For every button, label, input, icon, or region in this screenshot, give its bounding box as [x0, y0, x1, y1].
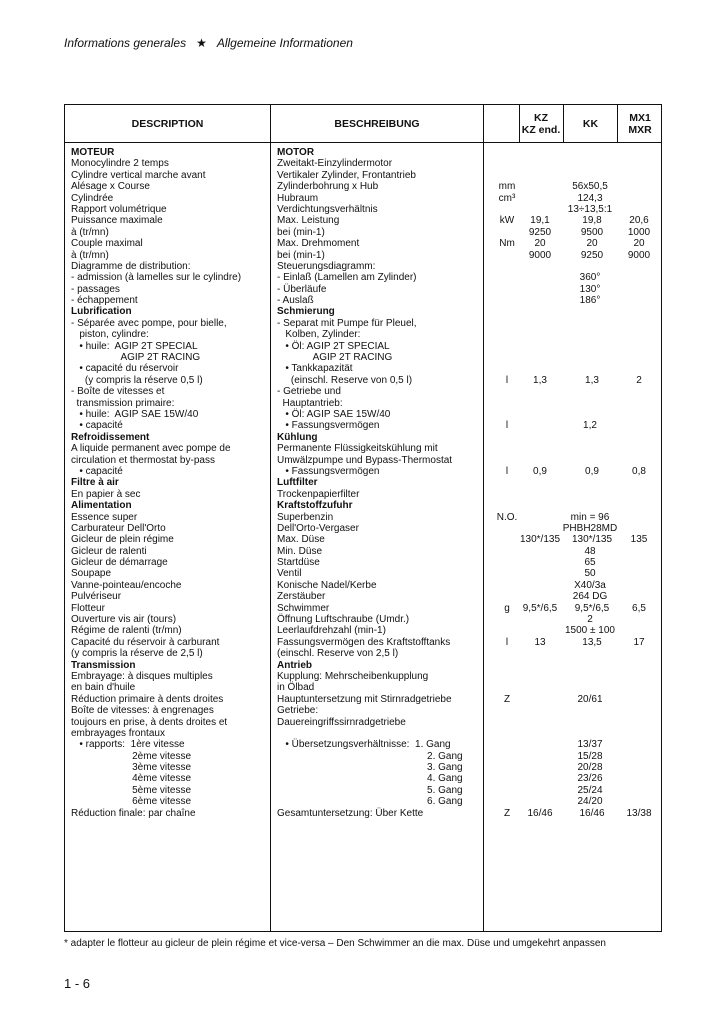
- table-row: [65, 751, 661, 762]
- table-row: [65, 409, 661, 420]
- cell-value-all: 130°: [579, 283, 601, 295]
- cell-german: Öffnung Luftschraube (Umdr.): [277, 614, 410, 626]
- cell-french: Alésage x Course: [71, 181, 150, 193]
- table-row: [65, 375, 661, 386]
- cell-french: Réduction primaire à dents droites: [71, 693, 224, 705]
- cell-french: Pulvériseur: [71, 591, 122, 603]
- table-row: [65, 705, 661, 716]
- cell-german: Umwälzpumpe und Bypass-Thermostat: [277, 454, 453, 466]
- table-row: [65, 614, 661, 625]
- table-row: [65, 546, 661, 557]
- cell-french: Puissance maximale: [71, 215, 163, 227]
- cell-german: Kolben, Zylinder:: [277, 329, 361, 341]
- cell-french: - Boîte de vitesses et: [71, 386, 165, 398]
- cell-kz: 20: [534, 238, 546, 250]
- cell-value-all: 20/28: [577, 762, 603, 774]
- header-beschreibung: BESCHREIBUNG: [334, 117, 420, 130]
- table-row: [65, 648, 661, 659]
- cell-value-all: 50: [584, 568, 596, 580]
- cell-mx: 20,6: [629, 215, 649, 227]
- table-row: [65, 489, 661, 500]
- cell-unit: mm: [498, 181, 516, 193]
- table-header: [65, 105, 661, 143]
- table-row: [65, 193, 661, 204]
- cell-french: Monocylindre 2 temps: [71, 158, 169, 170]
- cell-french: - admission (à lamelles sur le cylindre): [71, 272, 242, 284]
- cell-german: Steuerungsdiagramm:: [277, 260, 376, 272]
- cell-german: • Tankkapazität: [277, 363, 353, 375]
- cell-french: Essence super: [71, 511, 138, 523]
- cell-french: Diagramme de distribution:: [71, 260, 191, 272]
- cell-german: Max. Düse: [277, 534, 325, 546]
- cell-french: • capacité: [71, 420, 123, 432]
- cell-french: Régime de ralenti (tr/mn): [71, 625, 182, 637]
- cell-mx: 135: [630, 534, 648, 546]
- table-row: [65, 250, 661, 261]
- cell-german: • Öl: AGIP SAE 15W/40: [277, 408, 391, 420]
- cell-german: Dauereingriffssirnradgetriebe: [277, 716, 406, 728]
- cell-french: 3ème vitesse: [71, 762, 192, 774]
- cell-kz: 9,5*/6,5: [522, 602, 558, 614]
- cell-french: • capacité: [71, 465, 123, 477]
- cell-german: MOTOR: [277, 147, 315, 158]
- cell-german: • Fassungsvermögen: [277, 420, 380, 432]
- table-row: [65, 170, 661, 181]
- cell-kk: 20: [586, 238, 598, 250]
- table-row: [65, 534, 661, 545]
- cell-french: Lubrification: [71, 306, 132, 318]
- cell-french: Rapport volumétrique: [71, 203, 167, 215]
- cell-french: Cylindre vertical marche avant: [71, 169, 206, 181]
- cell-german: Kraftstoffzufuhr: [277, 500, 353, 512]
- table-row: [65, 568, 661, 579]
- cell-value-all: X40/3a: [574, 579, 606, 591]
- cell-kz: 13: [534, 636, 546, 648]
- table-row: [65, 739, 661, 750]
- table-row: [65, 773, 661, 784]
- cell-kk: 9,5*/6,5: [574, 602, 610, 614]
- cell-german: - Separat mit Pumpe für Pleuel,: [277, 317, 417, 329]
- cell-french: Embrayage: à disques multiples: [71, 670, 213, 682]
- cell-german: 4. Gang: [277, 773, 463, 785]
- footnote: * adapter le flotteur au gicleur de plein régime et vice-versa – Den Schwimmer an die max. Düse und umgekehrt anpassen: [64, 938, 606, 949]
- table-row: [65, 398, 661, 409]
- cell-german: Max. Leistung: [277, 215, 340, 227]
- table-row: [65, 158, 661, 169]
- cell-french: AGIP 2T RACING: [71, 352, 201, 364]
- cell-french: à (tr/mn): [71, 249, 109, 261]
- cell-value-all: 65: [584, 557, 596, 569]
- cell-value-all: 13÷13,5:1: [567, 203, 613, 215]
- table-row: [65, 420, 661, 431]
- cell-german: - Getriebe und: [277, 386, 341, 398]
- cell-french: Gicleur de démarrage: [71, 557, 168, 569]
- cell-german: Vertikaler Zylinder, Frontantrieb: [277, 169, 416, 181]
- table-row: [65, 637, 661, 648]
- header-description: DESCRIPTION: [131, 117, 204, 130]
- cell-value-all: 23/26: [577, 773, 603, 785]
- cell-kk: 9500: [580, 226, 604, 238]
- cell-french: • huile: AGIP SAE 15W/40: [71, 408, 199, 420]
- cell-unit: l: [505, 420, 509, 432]
- table-row: [65, 660, 661, 671]
- table-row: [65, 352, 661, 363]
- cell-french: • rapports: 1ère vitesse: [71, 739, 185, 751]
- cell-german: Hauptuntersetzung mit Stirnradgetriebe: [277, 693, 452, 705]
- cell-value-all: 20/61: [577, 693, 603, 705]
- cell-german: bei (min-1): [277, 249, 325, 261]
- cell-french: 5ème vitesse: [71, 784, 192, 796]
- cell-value-all: 13/37: [577, 739, 603, 751]
- cell-mx: 13/38: [626, 807, 652, 819]
- table-row: [65, 694, 661, 705]
- table-row: [65, 204, 661, 215]
- cell-german: Gesamtuntersetzung: Über Kette: [277, 807, 424, 819]
- table-row: [65, 329, 661, 340]
- cell-german: Trockenpapierfilter: [277, 488, 360, 500]
- cell-german: Hauptantrieb:: [277, 397, 343, 409]
- cell-french: Boîte de vitesses: à engrenages: [71, 705, 214, 717]
- cell-german: - Überläufe: [277, 283, 327, 295]
- table-row: [65, 466, 661, 477]
- cell-german: Min. Düse: [277, 545, 323, 557]
- cell-german: Getriebe:: [277, 705, 319, 717]
- cell-french: (y compris la réserve 0,5 l): [71, 374, 203, 386]
- cell-unit: Nm: [499, 238, 515, 250]
- table-row: [65, 272, 661, 283]
- cell-french: 2ème vitesse: [71, 750, 192, 762]
- cell-german: 3. Gang: [277, 762, 463, 774]
- cell-value-all: 48: [584, 545, 596, 557]
- cell-french: Ouverture vis air (tours): [71, 614, 177, 626]
- table-row: [65, 671, 661, 682]
- cell-value-all: PHBH28MD: [562, 522, 618, 534]
- cell-unit: Z: [503, 693, 511, 705]
- cell-mx: 1000: [627, 226, 651, 238]
- cell-german: in Ölbad: [277, 682, 315, 694]
- cell-kk: 16/46: [579, 807, 605, 819]
- table-row: [65, 238, 661, 249]
- cell-german: Startdüse: [277, 557, 320, 569]
- table-row: [65, 500, 661, 511]
- table-row: [65, 523, 661, 534]
- cell-german: • Übersetzungsverhältnisse: 1. Gang: [277, 739, 451, 751]
- cell-french: Gicleur de ralenti: [71, 545, 147, 557]
- cell-french: - passages: [71, 283, 120, 295]
- cell-mx: 20: [633, 238, 645, 250]
- cell-german: Hubraum: [277, 192, 319, 204]
- page-number: 1 - 6: [64, 976, 91, 991]
- cell-kz: 130*/135: [519, 534, 561, 546]
- table-row: [65, 603, 661, 614]
- cell-german: Zylinderbohrung x Hub: [277, 181, 379, 193]
- spec-table: [64, 104, 662, 932]
- table-row: [65, 580, 661, 591]
- table-row: [65, 557, 661, 568]
- cell-german: Schwimmer: [277, 602, 330, 614]
- column-divider: [519, 105, 520, 142]
- header-mx1-label: MX1: [629, 111, 651, 124]
- cell-french: Couple maximal: [71, 238, 143, 250]
- cell-french: Cylindrée: [71, 192, 114, 204]
- cell-value-all: 2: [587, 614, 593, 626]
- cell-german: Ventil: [277, 568, 302, 580]
- table-row: [65, 363, 661, 374]
- cell-unit: kW: [499, 215, 515, 227]
- cell-french: Capacité du réservoir à carburant: [71, 636, 220, 648]
- table-row: [65, 227, 661, 238]
- cell-german: (einschl. Reserve von 2,5 l): [277, 648, 399, 660]
- cell-german: Kupplung: Mehrscheibenkupplung: [277, 670, 429, 682]
- cell-kk: 13,5: [582, 636, 602, 648]
- column-divider: [617, 105, 618, 142]
- cell-french: Soupape: [71, 568, 112, 580]
- cell-mx: 2: [636, 374, 642, 386]
- table-row: [65, 591, 661, 602]
- cell-french: Refroidissement: [71, 431, 150, 443]
- cell-german: (einschl. Reserve von 0,5 l): [277, 374, 413, 386]
- header-star: ★: [196, 36, 207, 50]
- table-row: [65, 261, 661, 272]
- cell-kk: 0,9: [585, 465, 599, 477]
- header-kk: KK: [582, 117, 599, 130]
- cell-french: en bain d'huile: [71, 682, 136, 694]
- table-row: [65, 295, 661, 306]
- table-row: [65, 682, 661, 693]
- table-row: [65, 318, 661, 329]
- cell-unit: N.O.: [496, 511, 518, 523]
- table-row: [65, 625, 661, 636]
- cell-german: Schmierung: [277, 306, 335, 318]
- cell-value-all: 186°: [579, 295, 601, 307]
- cell-german: Luftfilter: [277, 477, 318, 489]
- header-kz-label: KZ: [534, 111, 548, 124]
- cell-kk: 1,3: [585, 374, 599, 386]
- cell-kz: 0,9: [533, 465, 547, 477]
- cell-french: (y compris la réserve de 2,5 l): [71, 648, 203, 660]
- cell-french: • capacité du réservoir: [71, 363, 179, 375]
- table-row: [65, 762, 661, 773]
- cell-value-all: 264 DG: [572, 591, 608, 603]
- cell-french: • huile: AGIP 2T SPECIAL: [71, 340, 198, 352]
- table-row: [65, 443, 661, 454]
- cell-kz: 1,3: [533, 374, 547, 386]
- cell-value-all: 1,2: [583, 420, 597, 432]
- cell-german: Zerstäuber: [277, 591, 326, 603]
- cell-value-all: 1500 ± 100: [565, 625, 615, 637]
- table-row: [65, 728, 661, 739]
- cell-german: 6. Gang: [277, 796, 463, 808]
- table-row: [65, 306, 661, 317]
- header-mxr-label: MXR: [628, 123, 652, 136]
- cell-mx: 17: [633, 636, 645, 648]
- cell-value-all: min = 96: [570, 511, 610, 523]
- cell-german: Konische Nadel/Kerbe: [277, 579, 377, 591]
- cell-german: Permanente Flüssigkeitskühlung mit: [277, 443, 438, 455]
- cell-french: Flotteur: [71, 602, 105, 614]
- cell-kk: 9250: [580, 249, 604, 261]
- cell-value-all: 25/24: [577, 784, 603, 796]
- cell-german: AGIP 2T RACING: [277, 352, 393, 364]
- cell-unit: l: [505, 465, 509, 477]
- table-body: [65, 147, 661, 819]
- table-row: [65, 808, 661, 819]
- cell-value-all: 360°: [579, 272, 601, 284]
- cell-value-all: 56x50,5: [572, 181, 608, 193]
- cell-french: circulation et thermostat by-pass: [71, 454, 215, 466]
- table-row: [65, 284, 661, 295]
- header-german: Allgemeine Informationen: [216, 36, 353, 50]
- cell-french: transmission primaire:: [71, 397, 175, 409]
- table-row: [65, 477, 661, 488]
- cell-french: - Séparée avec pompe, pour bielle,: [71, 317, 227, 329]
- cell-german: bei (min-1): [277, 226, 325, 238]
- cell-french: - échappement: [71, 295, 138, 307]
- table-row: [65, 181, 661, 192]
- cell-french: A liquide permanent avec pompe de: [71, 443, 231, 455]
- table-row: [65, 215, 661, 226]
- cell-kz: 9250: [528, 226, 552, 238]
- cell-french: Filtre à air: [71, 477, 119, 489]
- header-kz: [519, 105, 563, 142]
- table-row: [65, 796, 661, 807]
- cell-value-all: 15/28: [577, 750, 603, 762]
- cell-german: • Öl: AGIP 2T SPECIAL: [277, 340, 390, 352]
- cell-french: Réduction finale: par chaîne: [71, 807, 196, 819]
- cell-german: Verdichtungsverhältnis: [277, 203, 378, 215]
- cell-unit: l: [505, 374, 509, 386]
- cell-french: 4ème vitesse: [71, 773, 192, 785]
- cell-german: Antrieb: [277, 659, 312, 671]
- cell-german: Superbenzin: [277, 511, 334, 523]
- cell-german: 2. Gang: [277, 750, 463, 762]
- cell-unit: g: [504, 602, 510, 614]
- cell-french: MOTEUR: [71, 147, 115, 158]
- cell-german: - Einlaß (Lamellen am Zylinder): [277, 272, 417, 284]
- cell-mx: 9000: [627, 249, 651, 261]
- cell-german: Max. Drehmoment: [277, 238, 360, 250]
- cell-french: Carburateur Dell'Orto: [71, 522, 166, 534]
- table-row: [65, 455, 661, 466]
- cell-mx: 0,8: [632, 465, 646, 477]
- cell-german: Zweitakt-Einzylindermotor: [277, 158, 393, 170]
- cell-german: Fassungsvermögen des Kraftstofftanks: [277, 636, 451, 648]
- cell-kz: 16/46: [527, 807, 553, 819]
- table-row: [65, 512, 661, 523]
- cell-kz: 19,1: [530, 215, 550, 227]
- header-mx: [618, 105, 662, 142]
- page-header: [64, 36, 353, 50]
- cell-kz: 9000: [528, 249, 552, 261]
- cell-french: Alimentation: [71, 500, 132, 512]
- cell-mx: 6,5: [632, 602, 646, 614]
- table-row: [65, 147, 661, 158]
- cell-french: Gicleur de plein régime: [71, 534, 174, 546]
- cell-german: Dell'Orto-Vergaser: [277, 522, 359, 534]
- cell-unit: Z: [503, 807, 511, 819]
- cell-french: à (tr/mn): [71, 226, 109, 238]
- table-row: [65, 432, 661, 443]
- table-row: [65, 717, 661, 728]
- cell-german: Leerlaufdrehzahl (min-1): [277, 625, 386, 637]
- cell-unit: l: [505, 636, 509, 648]
- cell-kk: 19,8: [582, 215, 602, 227]
- cell-french: En papier à sec: [71, 488, 141, 500]
- table-row: [65, 341, 661, 352]
- cell-german: • Fassungsvermögen: [277, 465, 380, 477]
- cell-unit: cm³: [498, 192, 516, 204]
- cell-french: toujours en prise, à dents droites et: [71, 716, 228, 728]
- column-divider: [563, 105, 564, 142]
- cell-french: Vanne-pointeau/encoche: [71, 579, 182, 591]
- header-french: Informations generales: [64, 36, 187, 50]
- cell-german: 5. Gang: [277, 784, 463, 796]
- cell-french: embrayages frontaux: [71, 727, 165, 739]
- header-kz-end-label: KZ end.: [521, 123, 561, 136]
- cell-french: 6ème vitesse: [71, 796, 192, 808]
- cell-french: piston, cylindre:: [71, 329, 149, 341]
- table-row: [65, 785, 661, 796]
- cell-german: - Auslaß: [277, 295, 314, 307]
- cell-german: Kühlung: [277, 431, 318, 443]
- cell-french: Transmission: [71, 659, 136, 671]
- cell-kk: 130*/135: [571, 534, 613, 546]
- cell-value-all: 24/20: [577, 796, 603, 808]
- table-row: [65, 386, 661, 397]
- cell-value-all: 124,3: [577, 192, 603, 204]
